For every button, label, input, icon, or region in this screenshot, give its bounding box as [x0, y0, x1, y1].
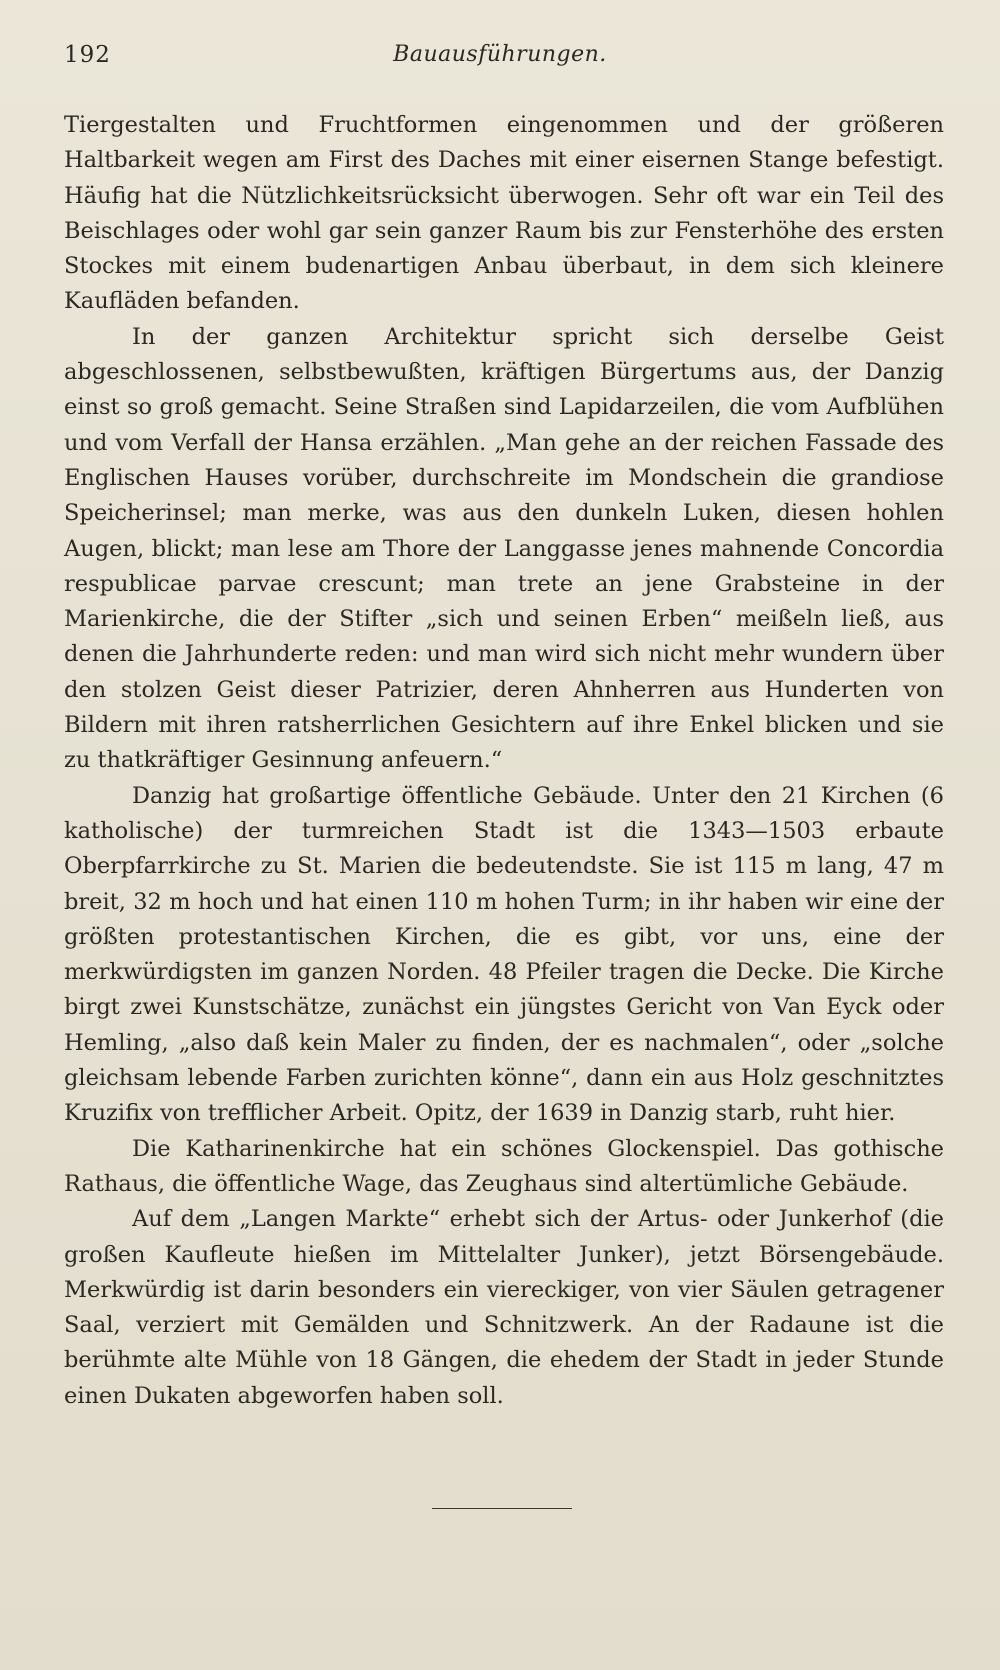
body-text — [64, 108, 944, 1414]
paragraph-3: Danzig hat großartige öffentliche Gebäude. Unter den 21 Kirchen (6 katholische) der turmreichen Stadt ist die 1343—1503 erbaute Oberpfarrkirche zu St. Marien die bedeutendste. Sie ist 115 m lang, 47 m breit, 32 m hoch und hat einen 110 m hohen Turm; in ihr haben wir eine der größten protestantischen Kirchen, die es gibt, vor uns, eine der merkwürdigsten im ganzen Norden. 48 Pfeiler tragen die Decke. Die Kirche birgt zwei Kunstschätze, zunächst ein jüngstes Gericht von Van Eyck oder Hemling, „also daß kein Maler zu finden, der es nachmalen“, oder „solche gleichsam lebende Farben zurichten könne“, dann ein aus Holz geschnitztes Kruzifix von trefflicher Arbeit. Opitz, der 1639 in Danzig starb, ruht hier. — [64, 782, 944, 1127]
running-head: Bauausführungen. — [393, 42, 607, 67]
paragraph-2: In der ganzen Architektur spricht sich derselbe Geist abgeschlossenen, selbstbewußten, kräftigen Bürgertums aus, der Danzig einst so groß gemacht. Seine Straßen sind Lapidarzeilen, die vom Aufblühen und vom Verfall der Hansa erzählen. „Man gehe an der reichen Fassade des Englischen Hauses vorüber, durchschreite im Mondschein die grandiose Speicherinsel; man merke, was aus den dunkeln Luken, diesen hohlen Augen, blickt; man lese am Thore der Langgasse jenes mahnende Concordia respublicae parvae crescunt; man trete an jene Grabsteine in der Marienkirche, die der Stifter „sich und seinen Erben“ meißeln ließ, aus denen die Jahrhunderte reden: und man wird sich nicht mehr wundern über den stolzen Geist dieser Patrizier, deren Ahnherren aus Hunderten von Bildern mit ihren ratsherrlichen Gesichtern auf ihre Enkel blicken und sie zu thatkräftiger Gesinnung anfeuern.“ — [64, 323, 944, 774]
paragraph-5: Auf dem „Langen Markte“ erhebt sich der Artus- oder Junkerhof (die großen Kaufleute hießen im Mittelalter Junker), jetzt Börsengebäude. Merkwürdig ist darin besonders ein viereckiger, von vier Säulen getragener Saal, verziert mit Gemälden und Schnitzwerk. An der Radaune ist die berühmte alte Mühle von 18 Gängen, die ehedem der Stadt in jeder Stunde einen Dukaten abgeworfen haben soll. — [64, 1206, 944, 1409]
paragraph-4: Die Katharinenkirche hat ein schönes Glockenspiel. Das gothische Rathaus, die öffentliche Wage, das Zeughaus sind altertümliche Gebäude. — [64, 1135, 944, 1197]
page-header — [64, 42, 936, 82]
page-number: 192 — [64, 42, 111, 68]
paragraph-1: Tiergestalten und Fruchtformen eingenommen und der größeren Haltbarkeit wegen am First des Daches mit einer eisernen Stange befestigt. Häufig hat die Nützlichkeitsrücksicht überwogen. Sehr oft war ein Teil des Beischlages oder wohl gar sein ganzer Raum bis zur Fensterhöhe des ersten Stockes mit einem budenartigen Anbau überbaut, in dem sich kleinere Kaufläden befanden. — [64, 112, 944, 315]
section-end-rule — [432, 1508, 572, 1509]
